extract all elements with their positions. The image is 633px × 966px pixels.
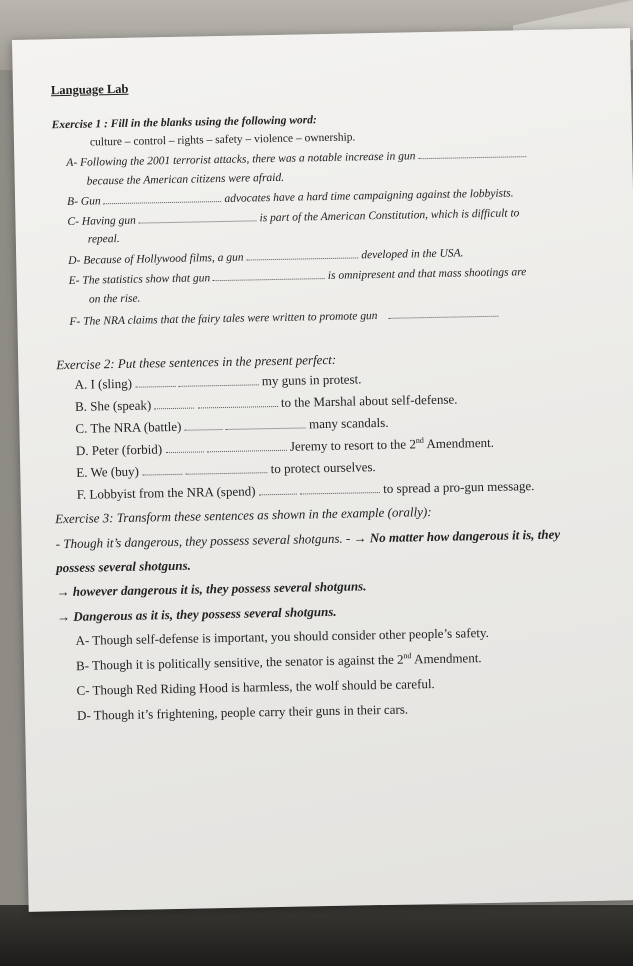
item-letter: E-	[68, 274, 80, 287]
item-rest: to spread a pro-gun message.	[383, 478, 535, 496]
ex1-item-f	[69, 307, 498, 328]
ex3-alternative-2: → Dangerous as it is, they possess several shotguns.	[56, 603, 337, 625]
answer-blank[interactable]	[213, 269, 325, 281]
ex1-item-c-continued: repeal.	[87, 232, 120, 246]
ex2-item-d	[76, 435, 494, 459]
ex3-example-continued: possess several shotguns.	[55, 557, 191, 576]
worksheet-paper	[12, 28, 633, 912]
answer-blank-2[interactable]	[300, 483, 380, 495]
item-text-after: is omnipresent and that mass shootings are	[327, 266, 527, 282]
item-letter: A.	[74, 376, 88, 392]
answer-blank[interactable]	[418, 147, 526, 159]
answer-blank-1[interactable]	[185, 420, 223, 431]
page-title: Language Lab	[50, 81, 129, 98]
ex3-item-b	[76, 650, 482, 674]
exercise-3-heading: Exercise 3: Transform these sentences as shown in the example (orally):	[55, 504, 432, 527]
answer-blank-2[interactable]	[185, 463, 267, 475]
item-letter: B-	[75, 657, 90, 674]
ex2-item-f	[77, 478, 535, 503]
ex3-item-a	[75, 625, 489, 649]
item-text: Having gun	[81, 214, 136, 228]
answer-blank-1[interactable]	[165, 443, 203, 454]
ex1-item-a	[66, 147, 526, 169]
answer-blank-2[interactable]	[178, 375, 258, 387]
exercise-2-heading: Exercise 2: Put these sentences in the present perfect:	[56, 351, 337, 373]
item-letter: D.	[75, 442, 89, 459]
ex2-item-c	[75, 415, 388, 437]
ex1-item-a-continued: because the American citizens were afraid.	[86, 171, 285, 188]
answer-blank[interactable]	[246, 248, 358, 260]
ex1-item-d	[68, 246, 463, 267]
item-letter: B-	[67, 195, 79, 208]
answer-blank[interactable]	[388, 307, 498, 319]
item-subject: We (buy)	[90, 463, 140, 480]
answer-blank-2[interactable]	[226, 418, 306, 430]
item-subject: I (sling)	[90, 375, 133, 392]
ex1-item-e	[69, 265, 527, 287]
item-text-after: developed in the USA.	[361, 247, 464, 262]
ex3-item-d	[77, 702, 408, 724]
ex1-item-b	[67, 186, 514, 208]
item-letter: E.	[76, 464, 88, 480]
ex3-alternative-1: → however dangerous it is, they possess several shotguns.	[56, 578, 367, 600]
exercise-1-word-bank: culture – control – rights – safety – violence – ownership.	[89, 131, 356, 149]
exercise-1-heading: Exercise 1 : Fill in the blanks using the following word:	[51, 114, 317, 132]
worksheet-content	[12, 28, 633, 912]
item-letter: C-	[67, 215, 80, 228]
item-letter: A-	[66, 156, 78, 169]
item-letter: B.	[74, 398, 88, 414]
item-text-after: advocates have a hard time campaigning against the lobbyists.	[224, 187, 514, 205]
item-text: The NRA claims that the fairy tales were written to promote gun	[83, 310, 378, 328]
item-subject: Peter (forbid)	[91, 441, 163, 458]
ex1-item-c	[67, 206, 519, 228]
item-letter: D-	[76, 707, 91, 723]
answer-blank-1[interactable]	[259, 485, 297, 496]
item-text: Though it is politically sensitive, the senator is against the 2nd Amendment.	[91, 650, 482, 673]
item-subject: Lobbyist from the NRA (spend)	[89, 483, 256, 502]
example-text: - Though it’s dangerous, they possess several shotguns. -	[55, 530, 354, 552]
answer-blank[interactable]	[139, 211, 257, 223]
answer-blank-1[interactable]	[154, 399, 194, 410]
item-rest: Jeremy to resort to the 2nd Amendment.	[289, 435, 495, 455]
item-text: Though Red Riding Hood is harmless, the wolf should be careful.	[92, 676, 435, 698]
item-letter: F-	[69, 315, 81, 328]
item-text: Following the 2001 terrorist attacks, there was a notable increase in gun	[79, 150, 416, 169]
ex2-item-a	[74, 371, 361, 393]
item-subject: She (speak)	[90, 397, 152, 414]
desk-background-bottom	[0, 905, 633, 966]
answer-blank[interactable]	[103, 192, 221, 204]
answer-blank-1[interactable]	[142, 465, 182, 476]
item-letter: D-	[68, 254, 81, 267]
example-answer: No matter how dangerous it is, they	[366, 526, 561, 546]
item-subject: The NRA (battle)	[90, 418, 182, 436]
item-rest: many scandals.	[308, 414, 389, 432]
answer-blank-2[interactable]	[207, 441, 287, 453]
answer-blank-1[interactable]	[135, 377, 175, 388]
item-letter: C.	[75, 420, 88, 436]
item-letter: F.	[76, 486, 87, 502]
item-letter: A-	[75, 632, 90, 648]
item-letter: C-	[76, 682, 90, 698]
item-rest: my guns in protest.	[261, 371, 362, 389]
arrow-icon: →	[353, 530, 367, 546]
ex3-item-c	[76, 676, 435, 699]
ex2-item-b	[75, 392, 458, 415]
ex1-item-e-continued: on the rise.	[88, 292, 141, 306]
item-text-after: is part of the American Constitution, which is difficult to	[259, 207, 520, 225]
item-text: Gun	[80, 195, 101, 208]
item-text: The statistics show that gun	[82, 272, 211, 287]
item-rest: to the Marshal about self-defense.	[280, 391, 458, 410]
item-text: Though it’s frightening, people carry their guns in their cars.	[93, 701, 409, 723]
item-text: Because of Hollywood films, a gun	[83, 251, 244, 267]
item-rest: to protect ourselves.	[270, 459, 376, 477]
item-text: Though self-defense is important, you should consider other people’s safety.	[92, 624, 489, 648]
ex3-example	[56, 527, 561, 553]
answer-blank-2[interactable]	[198, 397, 278, 409]
ex2-item-e	[76, 459, 376, 481]
